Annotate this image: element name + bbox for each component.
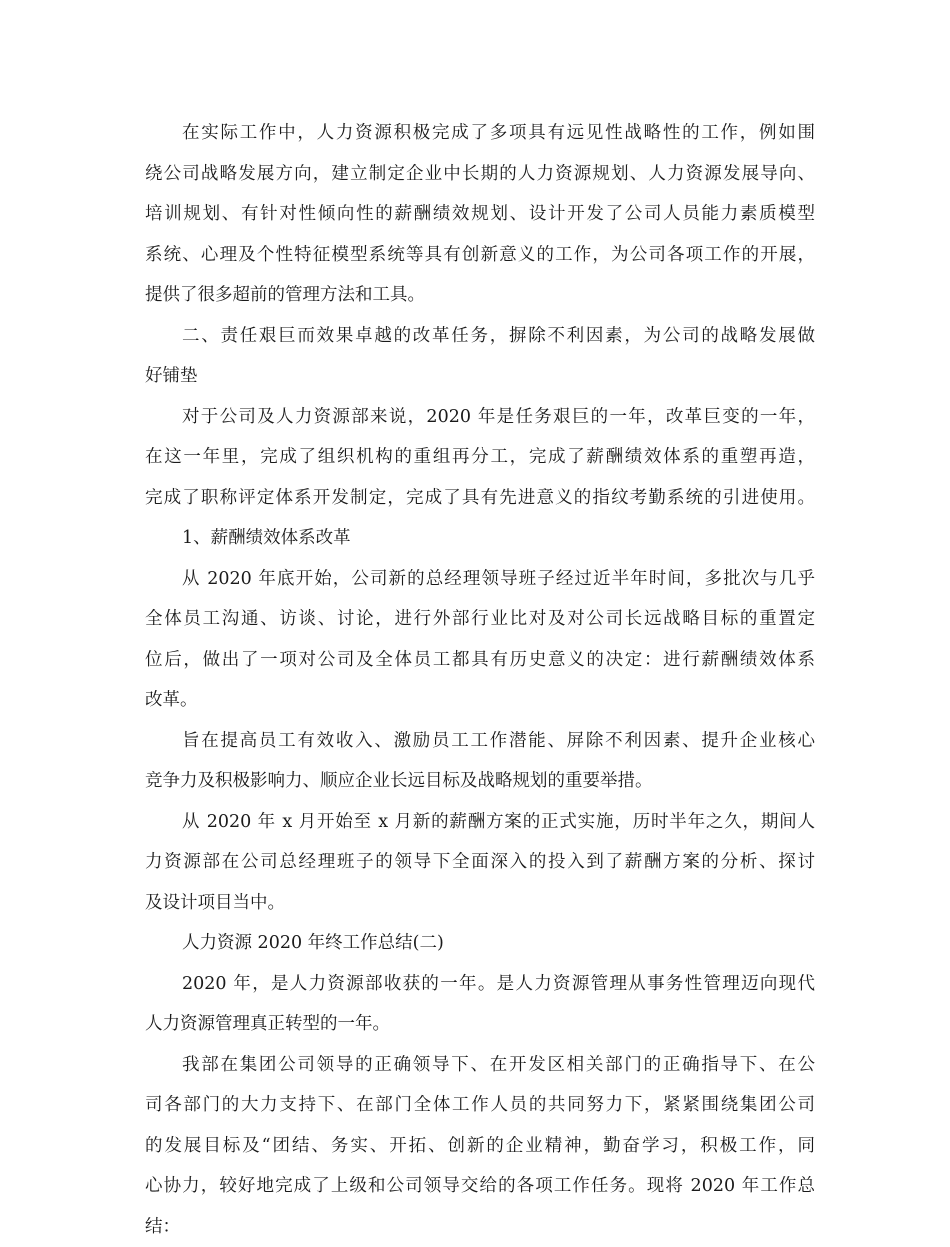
- text-line: 竞争力及积极影响力、顺应企业长远目标及战略规划的重要举措。: [145, 761, 815, 802]
- text-line: 从 2020 年 x 月开始至 x 月新的薪酬方案的正式实施，历时半年之久，期间人: [145, 802, 815, 843]
- text-line: 力资源部在公司总经理班子的领导下全面深入的投入到了薪酬方案的分析、探讨: [145, 842, 815, 883]
- text-line: 好铺垫: [145, 356, 815, 397]
- text-line: 位后，做出了一项对公司及全体员工都具有历史意义的决定：进行薪酬绩效体系: [145, 640, 815, 681]
- text-line: 从 2020 年底开始，公司新的总经理领导班子经过近半年时间，多批次与几乎: [145, 559, 815, 600]
- text-line: 全体员工沟通、访谈、讨论，进行外部行业比对及对公司长远战略目标的重置定: [145, 599, 815, 640]
- text-line: 对于公司及人力资源部来说，2020 年是任务艰巨的一年，改革巨变的一年，: [145, 397, 815, 438]
- text-line: 在这一年里，完成了组织机构的重组再分工，完成了薪酬绩效体系的重塑再造，: [145, 437, 815, 478]
- text-line: 人力资源管理真正转型的一年。: [145, 1004, 815, 1045]
- text-line: 二、责任艰巨而效果卓越的改革任务，摒除不利因素，为公司的战略发展做: [145, 316, 815, 357]
- text-line: 司各部门的大力支持下、在部门全体工作人员的共同努力下，紧紧围绕集团公司: [145, 1085, 815, 1126]
- text-line: 绕公司战略发展方向，建立制定企业中长期的人力资源规划、人力资源发展导向、: [145, 154, 815, 195]
- text-line: 旨在提高员工有效收入、激励员工工作潜能、屏除不利因素、提升企业核心: [145, 721, 815, 762]
- text-line: 系统、心理及个性特征模型系统等具有创新意义的工作，为公司各项工作的开展，: [145, 235, 815, 276]
- text-line: 完成了职称评定体系开发制定，完成了具有先进意义的指纹考勤系统的引进使用。: [145, 478, 815, 519]
- text-line: 及设计项目当中。: [145, 883, 815, 924]
- text-line: 提供了很多超前的管理方法和工具。: [145, 275, 815, 316]
- text-line: 人力资源 2020 年终工作总结(二): [145, 923, 815, 964]
- text-line: 培训规划、有针对性倾向性的薪酬绩效规划、设计开发了公司人员能力素质模型: [145, 194, 815, 235]
- text-line: 2020 年，是人力资源部收获的一年。是人力资源管理从事务性管理迈向现代: [145, 964, 815, 1005]
- document-body: [145, 113, 815, 1247]
- text-line: 我部在集团公司领导的正确领导下、在开发区相关部门的正确指导下、在公: [145, 1045, 815, 1086]
- text-line: 改革。: [145, 680, 815, 721]
- text-line: 心协力，较好地完成了上级和公司领导交给的各项工作任务。现将 2020 年工作总: [145, 1166, 815, 1207]
- text-line: 结：: [145, 1207, 815, 1247]
- text-line: 1、薪酬绩效体系改革: [145, 518, 815, 559]
- text-line: 的发展目标及“团结、务实、开拓、创新的企业精神，勤奋学习，积极工作，同: [145, 1126, 815, 1167]
- text-line: 在实际工作中，人力资源积极完成了多项具有远见性战略性的工作，例如围: [145, 113, 815, 154]
